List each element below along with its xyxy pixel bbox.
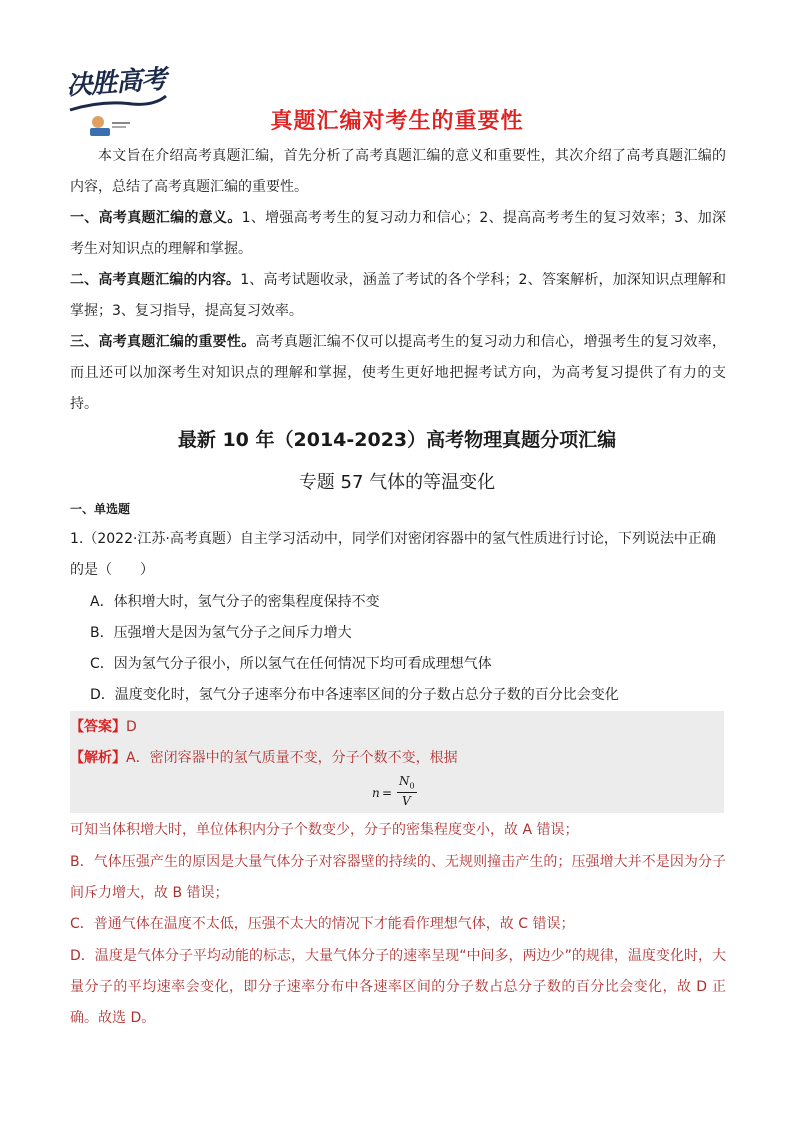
topic-heading: 专题 57 气体的等温变化: [298, 472, 496, 493]
section-1: [70, 203, 726, 265]
analysis-line: [70, 747, 458, 767]
logo-text: 决胜高考: [65, 64, 168, 102]
question-stem: 1.（2022·江苏·高考真题）自主学习活动中，同学们对密闭容器中的氢气性质进行讨论，下列说法中正确的是（ ）: [70, 531, 716, 578]
section-1-text: 1、增强高考考生的复习动力和信心；2、提高高考考生的复习效率；3、加深考生对知识点的理解和掌握。: [70, 210, 726, 257]
analysis-line-1: 可知当体积增大时，单位体积内分子个数变少，分子的密集程度变小，故 A 错误；: [70, 822, 579, 838]
answer-value: D: [126, 719, 137, 735]
analysis-line-4: D．温度是气体分子平均动能的标志，大量气体分子的速率呈现“中间多，两边少”的规律，温度变化时，大量分子的平均速率会变化，即分子速率分布中各速率区间的分子数占总分子数的百分比会变化，故 D 正确。故选 D。: [70, 948, 726, 1026]
section-2-heading: 二、高考真题汇编的内容。: [70, 272, 241, 288]
section-2-text: 1、高考试题收录，涵盖了考试的各个学科；2、答案解析，加深知识点理解和掌握；3、复习指导，提高复习效率。: [70, 272, 727, 319]
question-type-label: 一、单选题: [70, 502, 131, 516]
option-d: D．温度变化时，氢气分子速率分布中各速率区间的分子数占总分子数的百分比会变化: [90, 687, 619, 703]
formula-denominator: V: [402, 794, 411, 808]
option-a: A．体积增大时，氢气分子的密集程度保持不变: [90, 594, 380, 610]
intro-paragraph: 本文旨在介绍高考真题汇编，首先分析了高考真题汇编的意义和重要性，其次介绍了高考真题汇编的内容，总结了高考真题汇编的重要性。: [70, 148, 726, 195]
formula-equals: =: [382, 786, 393, 800]
section-3: [70, 327, 726, 420]
analysis-line-2: B．气体压强产生的原因是大量气体分子对容器壁的持续的、无规则撞击产生的；压强增大并不是因为分子间斥力增大，故 B 错误；: [70, 854, 726, 901]
analysis-label: 【解析】: [70, 750, 126, 766]
answer-label: 【答案】: [70, 719, 126, 735]
formula-lhs: n: [372, 786, 380, 800]
option-c: C．因为氢气分子很小，所以氢气在任何情况下均可看成理想气体: [90, 656, 492, 672]
formula-fraction-bar: [397, 792, 417, 793]
section-2: [70, 265, 726, 327]
answer-line: [70, 716, 137, 736]
formula-n-equals-n0-over-v: [372, 774, 432, 810]
collection-heading: 最新 10 年（2014-2023）高考物理真题分项汇编: [177, 429, 617, 451]
analysis-first-text: A．密闭容器中的氢气质量不变，分子个数不变，根据: [126, 750, 458, 766]
page-title: 真题汇编对考生的重要性: [270, 109, 524, 134]
section-3-heading: 三、高考真题汇编的重要性。: [70, 334, 256, 350]
section-1-heading: 一、高考真题汇编的意义。: [70, 210, 242, 226]
analysis-line-3: C．普通气体在温度不太低，压强不太大的情况下才能看作理想气体，故 C 错误；: [70, 916, 575, 932]
formula-numerator: $N_0$: [399, 774, 415, 791]
option-b: B．压强增大是因为氢气分子之间斥力增大: [90, 625, 352, 641]
section-3-text: 高考真题汇编不仅可以提高考生的复习动力和信心，增强考生的复习效率，而且还可以加深考生对知识点的理解和掌握，使考生更好地把握考试方向，为高考复习提供了有力的支持。: [70, 334, 727, 412]
